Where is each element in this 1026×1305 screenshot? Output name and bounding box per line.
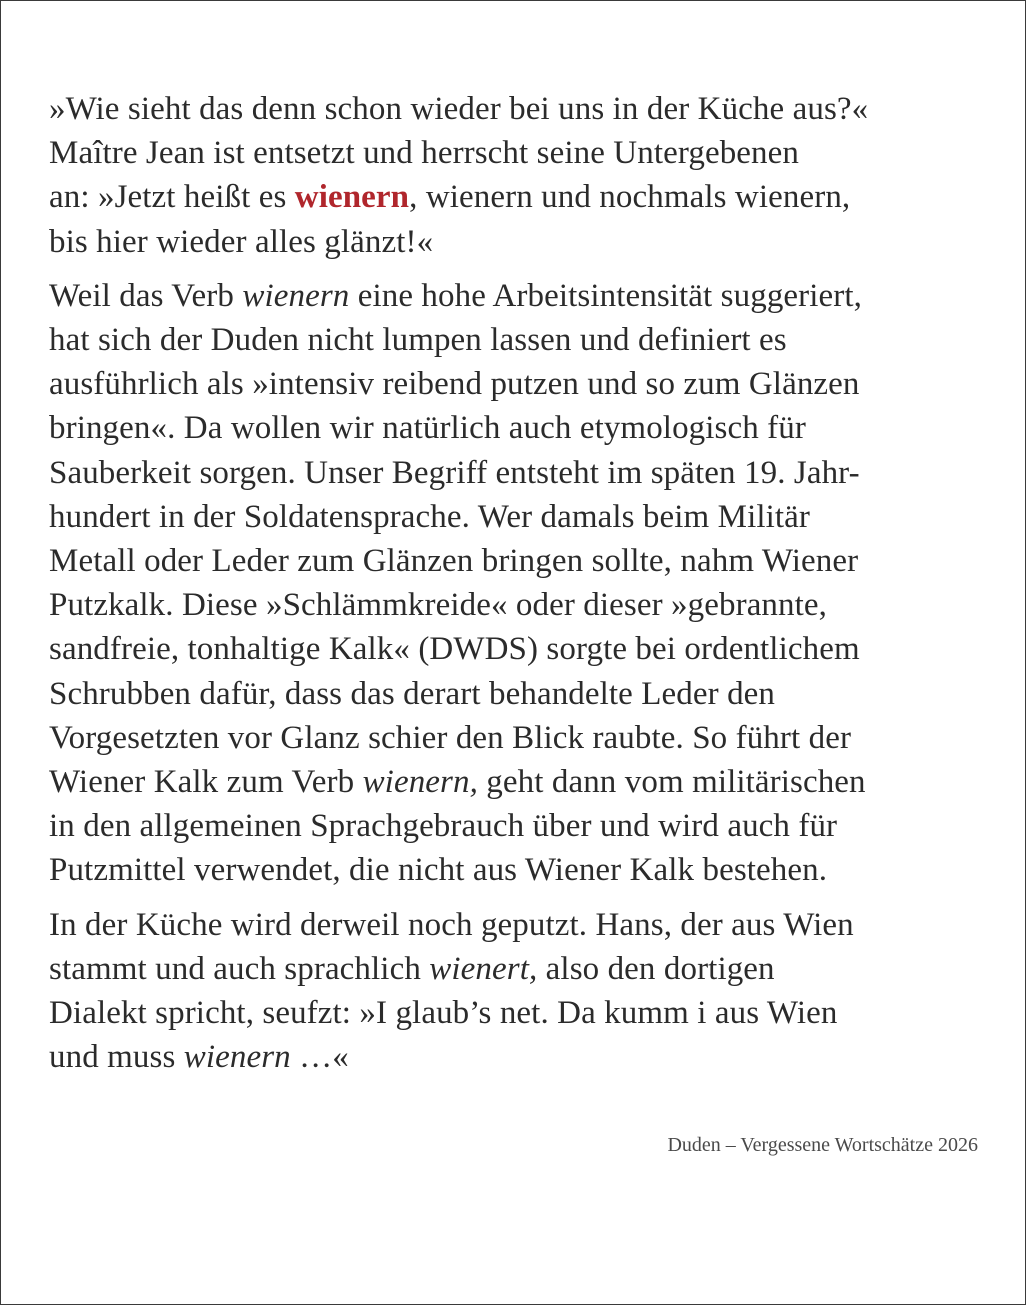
text-line: Putzkalk. Diese »Schlämmkreide« oder dieser »gebrannte, [49, 587, 828, 624]
text-fragment: geht dann vom militärischen [477, 764, 866, 801]
text-line [49, 760, 994, 804]
text-line: in den allgemeinen Sprachgebrauch über und wird auch für [49, 808, 838, 845]
footer-credit: Duden – Vergessene Wortschätze 2026 [667, 1134, 978, 1156]
text-line: hat sich der Duden nicht lumpen lassen und definiert es [49, 322, 787, 359]
text-line: bringen«. Da wollen wir natürlich auch etymologisch für [49, 410, 806, 447]
text-line [49, 947, 994, 991]
text-line: »Wie sieht das denn schon wieder bei uns in der Küche aus?« [49, 91, 869, 127]
text-line: Schrubben dafür, dass das derart behandelte Leder den [49, 675, 776, 712]
paragraph-spacer [49, 893, 994, 903]
text-line: Putzmittel verwendet, die nicht aus Wiener Kalk bestehen. [49, 852, 828, 889]
text-fragment: und muss [49, 1039, 184, 1076]
paragraph-spacer [49, 264, 994, 274]
text-fragment: stammt und auch sprachlich [49, 950, 430, 987]
text-fragment: also den dortigen [537, 950, 775, 987]
text-fragment: Weil das Verb [49, 277, 243, 314]
text-fragment: eine hohe Arbeitsintensität suggeriert, [349, 277, 862, 314]
text-line: In der Küche wird derweil noch geputzt. Hans, der aus Wien [49, 906, 854, 943]
text-line [49, 1035, 994, 1079]
text-fragment: , wienern und nochmals wienern, [409, 179, 851, 216]
text-line: Dialekt spricht, seufzt: »I glaub’s net. Da kumm i aus Wien [49, 995, 838, 1032]
text-fragment: an: »Jetzt heißt es [49, 179, 295, 216]
body-text [49, 87, 994, 1079]
text-line [49, 274, 994, 318]
highlighted-word: wienern [294, 179, 410, 216]
text-line: Metall oder Leder zum Glänzen bringen sollte, nahm Wiener [49, 543, 859, 580]
text-line: bis hier wieder alles glänzt!« [49, 223, 434, 260]
text-line: Vorgesetzten vor Glanz schier den Blick raubte. So führt der [49, 719, 852, 756]
text-fragment: …« [290, 1039, 349, 1076]
text-line: hundert in der Soldatensprache. Wer damals beim Militär [49, 498, 811, 535]
text-line: Maître Jean ist entsetzt und herrscht seine Untergebenen [49, 135, 799, 172]
text-line [49, 175, 994, 219]
paragraph-closing [49, 903, 994, 1080]
italic-term: wienert, [429, 950, 538, 987]
text-line: sandfreie, tonhaltige Kalk« (DWDS) sorgte bei ordentlichem [49, 631, 860, 668]
paragraph-etymology [49, 274, 994, 893]
italic-term: wienern, [362, 764, 478, 801]
text-line: Sauberkeit sorgen. Unser Begriff entsteht im späten 19. Jahr- [49, 454, 860, 491]
italic-term: wienern [242, 277, 350, 314]
text-fragment: Wiener Kalk zum Verb [49, 764, 363, 801]
italic-term: wienern [183, 1039, 291, 1076]
paragraph-intro [49, 87, 994, 264]
text-line: ausführlich als »intensiv reibend putzen und so zum Glänzen [49, 366, 860, 403]
